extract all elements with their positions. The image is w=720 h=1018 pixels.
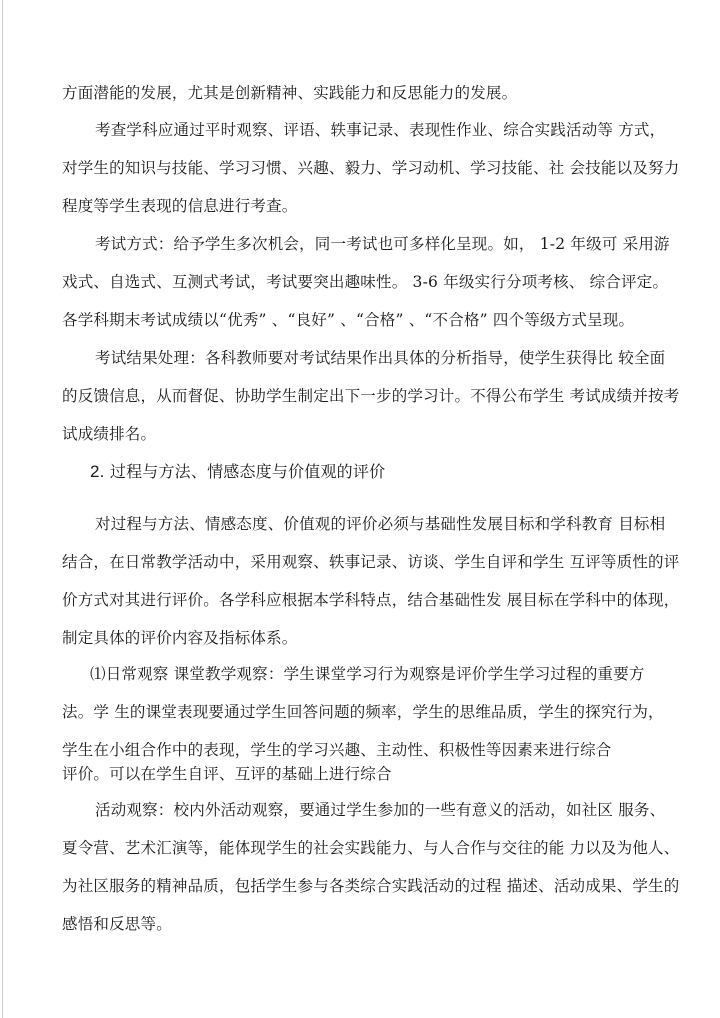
section-title: 过程与方法、情感态度与价值观的评价 [109, 462, 386, 481]
section-heading [90, 462, 385, 482]
text-line-1: 方面潜能的发展，尤其是创新精神、实践能力和反思能力的发展。 [62, 84, 518, 102]
text-line-9: 的反馈信息，从而督促、协助学生制定出下一步的学习计。不得公布学生 考试成绩并按考 [62, 387, 680, 405]
text-line-11: 对过程与方法、情感态度、价值观的评价必须与基础性发展目标和学科教育 目标相 [95, 515, 666, 533]
text-line-13: 价方式对其进行评价。各学科应根据本学科特点，结合基础性发 展目标在学科中的体现， [62, 591, 680, 609]
text-line-16: 法。学 生的课堂表现要通过学生回答问题的频率，学生的思维品质，学生的探究行为， [62, 703, 664, 721]
text-line-18: 评价。可以在学生自评、互评的基础上进行综合 [62, 765, 392, 783]
text-line-17: 学生在小组合作中的表现，学生的学习兴趣、主动性、积极性等因素来进行综合 [62, 741, 612, 759]
text-line-20: 夏令营、艺术汇演等，能体现学生的社会实践能力、与人合作与交往的能 力以及为他人、 [62, 839, 680, 857]
text-line-22: 感悟和反思等。 [62, 915, 172, 933]
text-line-7: 各学科期末考试成绩以“优秀” 、“良好” 、“合格” 、“不合格” 四个等级方式呈现。 [62, 311, 635, 329]
text-line-19: 活动观察：校内外活动观察，要通过学生参加的一些有意义的活动，如社区 服务、 [95, 801, 666, 819]
section-number: 2. [90, 462, 105, 481]
page-border [2, 0, 3, 1018]
text-line-6: 戏式、自选式、互测式考试，考试要突出趣味性。 3-6 年级实行分项考核、 综合评定。 [62, 273, 669, 291]
text-line-4: 程度等学生表现的信息进行考查。 [62, 197, 298, 215]
text-line-5: 考试方式：给予学生多次机会，同一考试也可多样化呈现。如， 1-2 年级可 采用游 [95, 235, 670, 253]
text-line-8: 考试结果处理：各科教师要对考试结果作出具体的分析指导，使学生获得比 较全面 [95, 349, 666, 367]
text-line-14: 制定具体的评价内容及指标体系。 [62, 629, 298, 647]
text-line-3: 对学生的知识与技能、学习习惯、兴趣、毅力、学习动机、学习技能、社 会技能以及努力 [62, 159, 680, 177]
text-line-10: 试成绩排名。 [62, 425, 157, 443]
text-line-21: 为社区服务的精神品质，包括学生参与各类综合实践活动的过程 描述、活动成果、学生的 [62, 877, 680, 895]
text-line-15: ⑴日常观察 课堂教学观察：学生课堂学习行为观察是评价学生学习过程的重要方 [90, 665, 645, 683]
text-line-12: 结合，在日常教学活动中，采用观察、轶事记录、访谈、学生自评和学生 互评等质性的评 [62, 553, 680, 571]
text-line-2: 考查学科应通过平时观察、评语、轶事记录、表现性作业、综合实践活动等 方式， [95, 121, 666, 139]
